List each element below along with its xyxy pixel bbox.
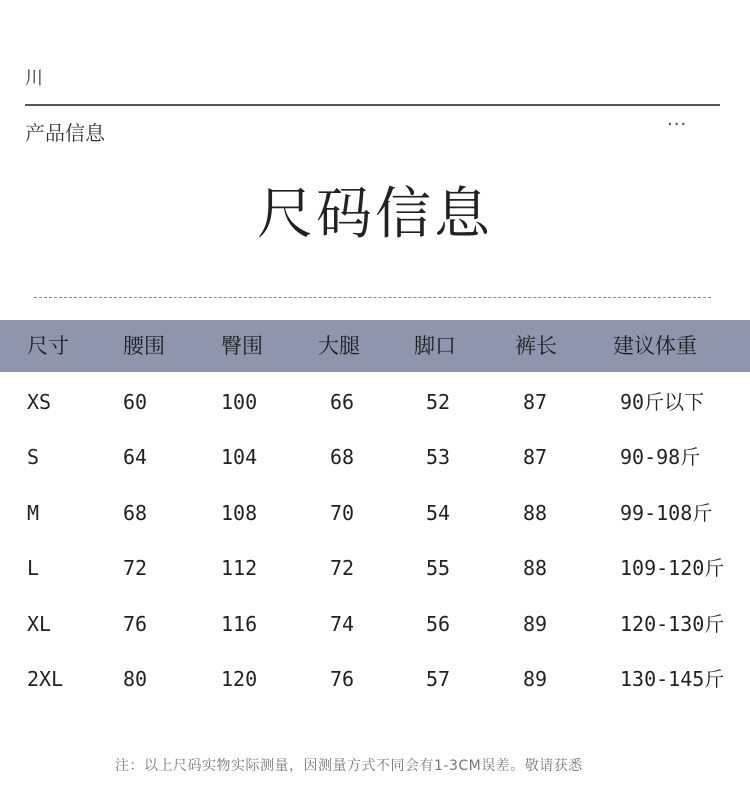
table-cell: 88 <box>523 501 548 525</box>
column-header-thigh: 大腿 <box>318 334 360 358</box>
table-cell: 54 <box>426 501 451 525</box>
table-cell: 104 <box>221 445 258 469</box>
table-cell: 116 <box>221 612 258 636</box>
section-label: 产品信息 <box>25 121 105 145</box>
table-cell: 90斤以下 <box>620 390 705 414</box>
table-cell: 87 <box>523 390 548 414</box>
column-header-waist: 腰围 <box>123 334 165 358</box>
table-cell: M <box>27 501 40 525</box>
column-header-length: 裤长 <box>515 334 557 358</box>
table-cell: XS <box>27 390 52 414</box>
table-cell: 70 <box>330 501 355 525</box>
table-cell: 120-130斤 <box>620 612 725 636</box>
column-header-weight: 建议体重 <box>613 334 697 358</box>
table-cell: 66 <box>330 390 355 414</box>
table-cell: 112 <box>221 556 258 580</box>
table-cell: 76 <box>123 612 148 636</box>
table-cell: 74 <box>330 612 355 636</box>
table-cell: L <box>27 556 40 580</box>
more-icon[interactable]: ··· <box>667 114 688 135</box>
top-mark: 川 <box>25 68 44 89</box>
table-cell: 89 <box>523 667 548 691</box>
table-cell: 109-120斤 <box>620 556 725 580</box>
table-cell: 57 <box>426 667 451 691</box>
column-header-hip: 臀围 <box>221 334 263 358</box>
table-cell: 120 <box>221 667 258 691</box>
table-cell: 64 <box>123 445 148 469</box>
top-divider <box>25 104 720 106</box>
table-cell: 90-98斤 <box>620 445 701 469</box>
table-cell: 60 <box>123 390 148 414</box>
table-cell: 108 <box>221 501 258 525</box>
table-cell: 56 <box>426 612 451 636</box>
table-cell: 72 <box>123 556 148 580</box>
table-cell: 76 <box>330 667 355 691</box>
table-cell: 68 <box>123 501 148 525</box>
footnote: 注：以上尺码实物实际测量，因测量方式不同会有1-3CM误差。敬请获悉 <box>115 758 583 774</box>
table-cell: 68 <box>330 445 355 469</box>
table-cell: 87 <box>523 445 548 469</box>
table-cell: 88 <box>523 556 548 580</box>
table-cell: 89 <box>523 612 548 636</box>
column-header-hem: 脚口 <box>414 334 456 358</box>
table-cell: 72 <box>330 556 355 580</box>
table-cell: 2XL <box>27 667 64 691</box>
table-cell: 130-145斤 <box>620 667 725 691</box>
table-cell: S <box>27 445 40 469</box>
column-header-size: 尺寸 <box>27 334 69 358</box>
table-cell: 52 <box>426 390 451 414</box>
page-title: 尺码信息 <box>257 182 493 247</box>
table-cell: 53 <box>426 445 451 469</box>
table-cell: 80 <box>123 667 148 691</box>
table-cell: 100 <box>221 390 258 414</box>
table-cell: XL <box>27 612 52 636</box>
table-cell: 99-108斤 <box>620 501 713 525</box>
table-cell: 55 <box>426 556 451 580</box>
dashed-divider <box>34 297 711 298</box>
